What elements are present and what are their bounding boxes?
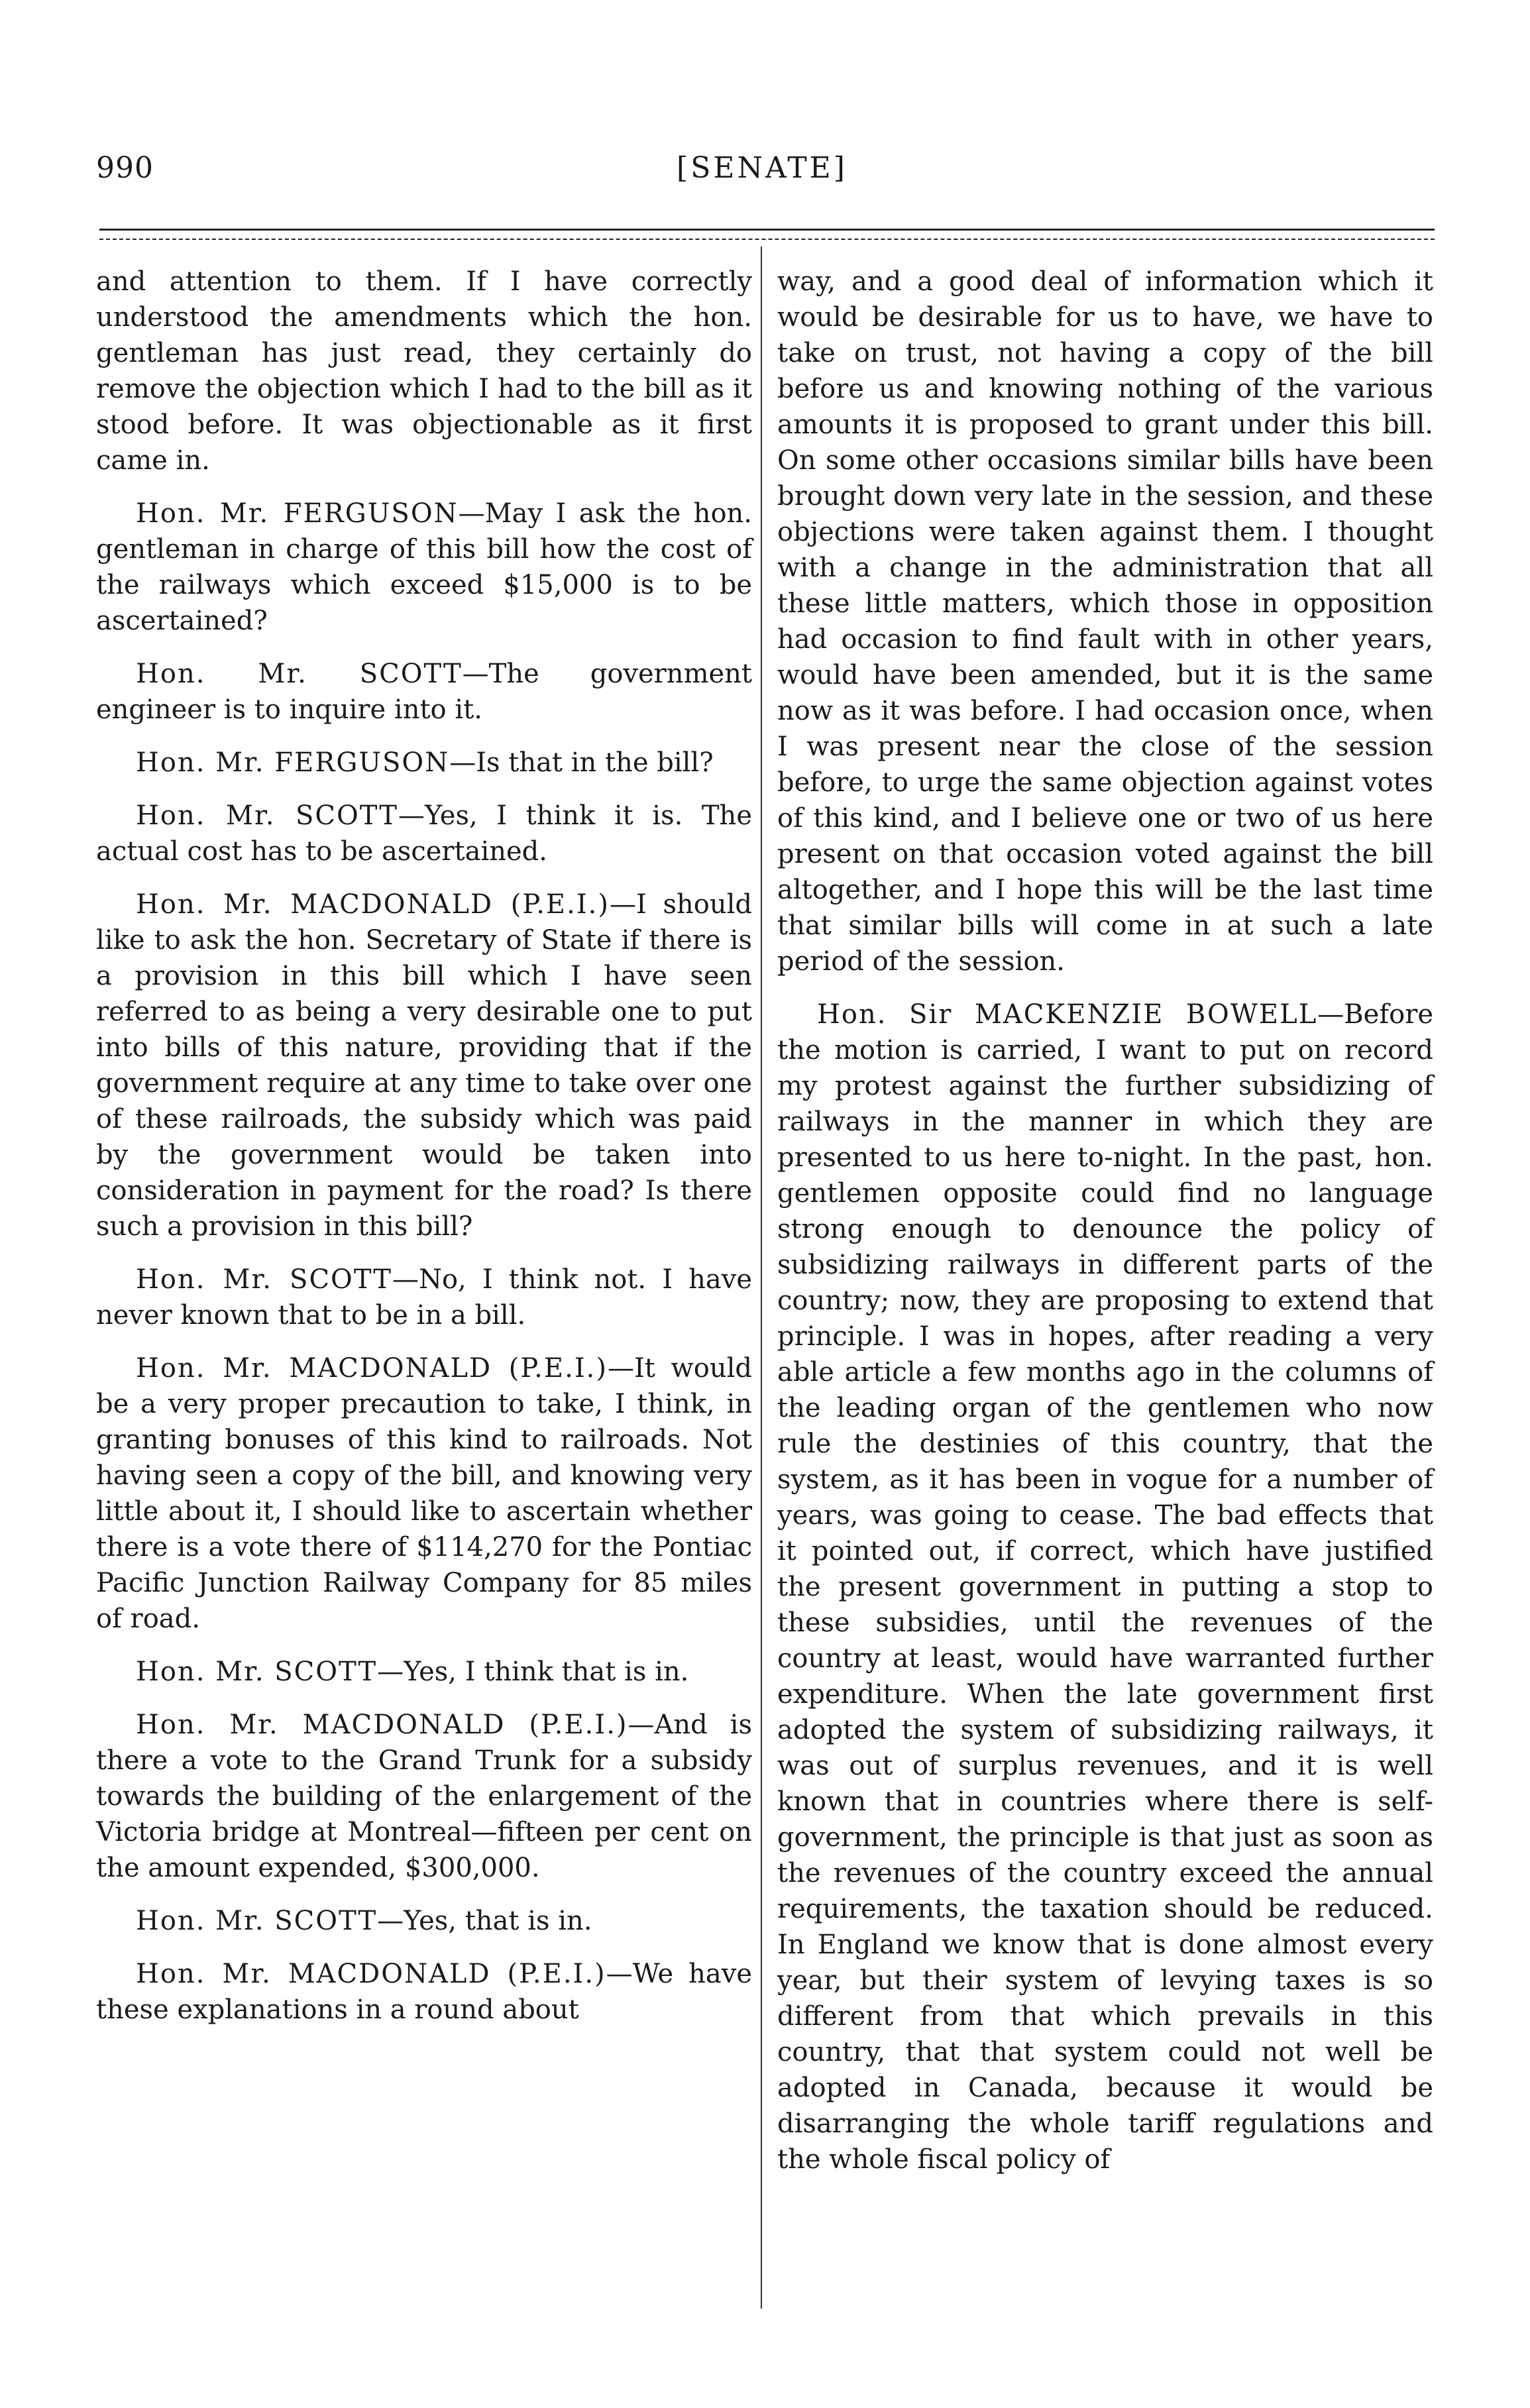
paragraph-text: —And is there a vote to the Grand Trunk for a subsidy towards the building of the enlargement of the Victoria bridge at Montreal—fifteen per cent on the amount expended, $300,000.: [96, 1710, 752, 1883]
speaker-name: Hon. Mr. SCOTT: [136, 1657, 378, 1687]
paragraph: [777, 264, 1433, 979]
paragraph-text: —May I ask the hon. gentleman in charge of this bill how the cost of the railways which exceed $15,000 is to be ascertained?: [96, 498, 752, 636]
right-column: [777, 264, 1433, 2195]
paragraph: [96, 656, 752, 728]
paragraph-text: and attention to them. If I have correctly understood the amendments which the hon. gentleman has just read, they certainly do remove the objection which I had to the bill as it stood before. It was objectionable as it first came in.: [96, 266, 752, 476]
paragraph-text: —I should like to ask the hon. Secretary of State if there is a provision in this bill which I have seen referred to as being a very desirable one to put into bills of this nature, providing that if the government require at any time to take over one of these railroads, the subsidy which was paid by the government would be taken into consideration in payment for the road? Is there such a provision in this bill?: [96, 889, 753, 1242]
paragraph-text: —Before the motion is carried, I want to put on record my protest against the further subsidizing of railways in the manner in which they are presented to us here to-night. In the past, hon. gentlemen opposite could find no language strong enough to denounce the policy of subsidizing railways in different parts of the country; now, they are proposing to extend that principle. I was in hopes, after reading a very able article a few months ago in the columns of the leading organ of the gentlemen who now rule the destinies of this country, that the system, as it has been in vogue for a number of years, was going to cease. The bad effects that it pointed out, if correct, which have justified the present government in putting a stop to these subsidies, until the revenues of the country at least, would have warranted further expenditure. When the late government first adopted the system of subsidizing railways, it was out of surplus revenues, and it is well known that in countries where there is self-government, the principle is that just as soon as the revenues of the country exceed the annual requirements, the taxation should be reduced. In England we know that is done almost every year, but their system of levying taxes is so different from that which prevails in this country, that that system could not well be adopted in Canada, because it would be disarranging the whole tariff regulations and the whole fiscal policy of: [777, 999, 1433, 2175]
speaker-name: Hon. Sir MACKENZIE BOWELL: [817, 999, 1318, 1030]
speaker-name: Hon. Mr. MACDONALD (P.E.I.): [136, 1710, 628, 1740]
paragraph-text: —We have these explanations in a round about: [96, 1959, 752, 2025]
paragraph-text: —Is that in the bill?: [449, 747, 714, 778]
paragraph-text: way, and a good deal of information which it would be desirable for us to have, we have to take on trust, not having a copy of the bill before us and knowing nothing of the various amounts it is proposed to grant under this bill. On some other occasions similar bills have been brought down very late in the session, and these objections were taken against them. I thought with a change in the administration that all these little matters, which those in opposition had occasion to find fault with in other years, would have been amended, but it is the same now as it was before. I had occasion once, when I was present near the close of the session before, to urge the same objection against votes of this kind, and I believe one or two of us here present on that occasion voted against the bill altogether, and I hope this will be the last time that similar bills will come in at such a late period of the session.: [777, 266, 1433, 977]
paragraph: [96, 264, 752, 478]
speaker-name: Hon. Mr. SCOTT: [136, 1264, 392, 1295]
speaker-name: Hon. Mr. MACDONALD (P.E.I.): [136, 1959, 606, 1989]
paragraph: [96, 1903, 752, 1939]
page-header: [96, 151, 1428, 191]
paragraph: [96, 1262, 752, 1333]
column-divider: [761, 246, 762, 2309]
page-number: 990: [96, 151, 154, 185]
paragraph: [96, 745, 752, 781]
speaker-name: Hon. Mr. SCOTT: [136, 800, 398, 831]
paragraph: [96, 798, 752, 869]
speaker-name: Hon. Mr. SCOTT: [136, 1906, 378, 1936]
running-title: [SENATE]: [677, 151, 847, 185]
speaker-name: Hon. Mr. MACDONALD (P.E.I.): [136, 889, 610, 920]
left-column: [96, 264, 752, 2045]
paragraph: [777, 997, 1433, 2177]
paragraph: [96, 496, 752, 639]
paragraph-text: —Yes, that is in.: [377, 1906, 592, 1936]
paragraph: [96, 887, 752, 1244]
header-rule-secondary: [99, 239, 1435, 240]
paragraph-text: —The government engineer is to inquire into it.: [96, 659, 753, 725]
speaker-name: Hon. Mr. FERGUSON: [136, 498, 459, 529]
speaker-name: Hon. Mr. MACDONALD (P.E.I.): [136, 1353, 608, 1384]
paragraph-text: —It would be a very proper precaution to take, I think, in granting bonuses of this kind to railroads. Not having seen a copy of the bill, and knowing very little about it, I should like to ascertain whether there is a vote there of $114,270 for the Pontiac Pacific Junction Railway Company for 85 miles of road.: [96, 1353, 752, 1634]
paragraph: [96, 1956, 752, 2028]
paragraph: [96, 1707, 752, 1886]
paragraph: [96, 1350, 752, 1637]
header-rule: [99, 229, 1435, 231]
paragraph-text: —Yes, I think it is. The actual cost has to be ascertained.: [96, 800, 752, 867]
paragraph-text: —No, I think not. I have never known that to be in a bill.: [96, 1264, 752, 1331]
speaker-name: Hon. Mr. SCOTT: [136, 659, 463, 689]
paragraph: [96, 1654, 752, 1690]
speaker-name: Hon. Mr. FERGUSON: [136, 747, 450, 778]
paragraph-text: —Yes, I think that is in.: [377, 1657, 689, 1687]
